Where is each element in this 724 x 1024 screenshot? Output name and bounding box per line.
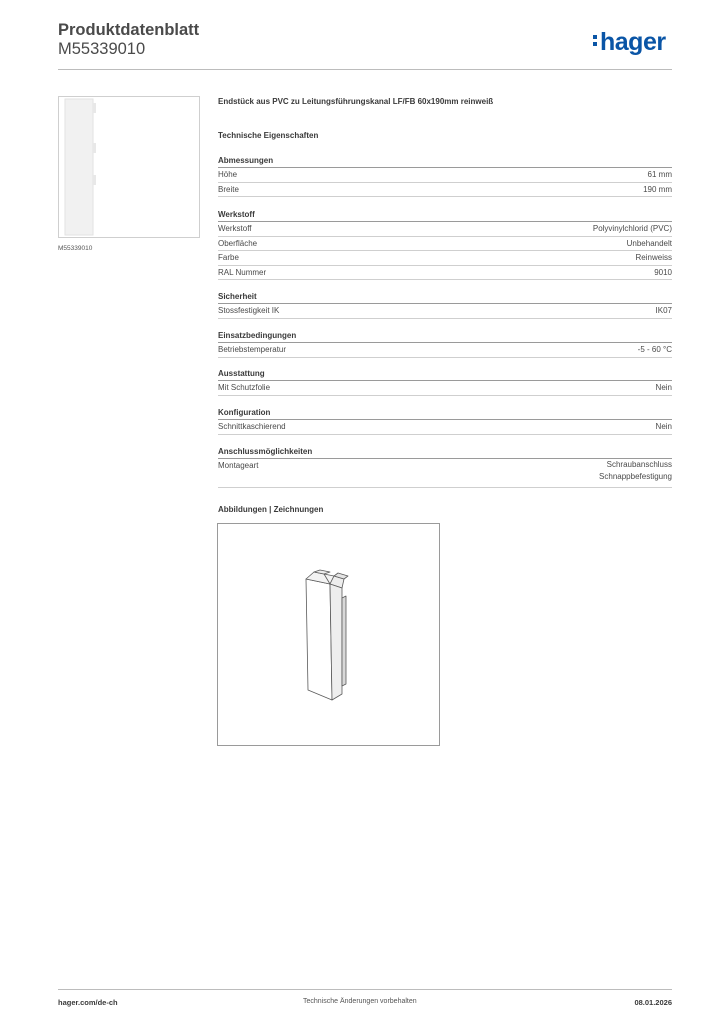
footer-website-link[interactable]: hager.com/de-ch xyxy=(58,998,118,1007)
footer-date: 08.01.2026 xyxy=(634,998,672,1007)
property-value: -5 - 60 °C xyxy=(637,345,672,354)
property-row xyxy=(218,222,672,237)
property-value: Nein xyxy=(655,422,672,431)
section-title: Werkstoff xyxy=(218,209,672,222)
property-label: Stossfestigkeit IK xyxy=(218,306,280,315)
footer-notice: Technische Änderungen vorbehalten xyxy=(303,998,417,1005)
property-label: Höhe xyxy=(218,170,238,179)
section-equipment xyxy=(218,368,672,396)
property-value: Nein xyxy=(655,383,672,392)
article-number: M55339010 xyxy=(58,40,146,58)
property-value: 190 mm xyxy=(643,184,672,194)
property-value-list xyxy=(599,459,672,483)
property-row xyxy=(218,266,672,281)
logo-dots-icon xyxy=(593,32,598,49)
property-row xyxy=(218,304,672,319)
property-value: IK07 xyxy=(655,306,672,315)
property-label: RAL Nummer xyxy=(218,267,267,277)
technical-properties-heading: Technische Eigenschaften xyxy=(218,131,319,140)
product-description: Endstück aus PVC zu Leitungsführungskanal LF/FB 60x190mm reinweiß xyxy=(218,97,494,106)
property-label: Schnittkaschierend xyxy=(218,422,286,431)
hager-logo[interactable] xyxy=(593,28,666,57)
property-value: Schraubanschluss xyxy=(606,460,672,469)
property-label: Mit Schutzfolie xyxy=(218,383,271,392)
section-safety xyxy=(218,291,672,319)
property-row xyxy=(218,183,672,198)
section-connection-options xyxy=(218,446,672,488)
property-row xyxy=(218,420,672,435)
property-value: 9010 xyxy=(654,267,672,277)
section-title: Sicherheit xyxy=(218,291,672,304)
property-row xyxy=(218,381,672,396)
footer-divider xyxy=(58,989,672,990)
property-value: Polyvinylchlorid (PVC) xyxy=(592,224,672,233)
product-drawing xyxy=(217,523,440,746)
section-title: Konfiguration xyxy=(218,407,672,420)
thumbnail-caption: M55339010 xyxy=(58,245,93,252)
property-value: 61 mm xyxy=(647,170,672,179)
property-row xyxy=(218,459,672,488)
section-title: Anschlussmöglichkeiten xyxy=(218,446,672,459)
section-operating-conditions xyxy=(218,330,672,358)
product-thumbnail xyxy=(58,96,200,238)
section-title: Ausstattung xyxy=(218,368,672,381)
property-value: Unbehandelt xyxy=(626,238,672,248)
section-configuration xyxy=(218,407,672,435)
property-label: Werkstoff xyxy=(218,224,252,233)
header-divider xyxy=(58,69,672,70)
section-title: Abmessungen xyxy=(218,155,672,168)
property-label: Montageart xyxy=(218,461,259,470)
property-label: Farbe xyxy=(218,253,239,262)
end-cap-photo-icon xyxy=(59,97,199,237)
property-label: Oberfläche xyxy=(218,238,258,248)
section-title: Einsatzbedingungen xyxy=(218,330,672,343)
page-title: Produktdatenblatt xyxy=(58,21,200,39)
property-value: Reinweiss xyxy=(635,253,672,262)
end-cap-drawing-icon xyxy=(218,524,439,745)
property-row xyxy=(218,168,672,183)
drawings-heading: Abbildungen | Zeichnungen xyxy=(218,505,324,514)
property-row xyxy=(218,251,672,266)
property-value: Schnappbefestigung xyxy=(599,472,672,481)
property-row xyxy=(218,343,672,358)
property-label: Breite xyxy=(218,184,239,194)
section-dimensions xyxy=(218,155,672,197)
property-row xyxy=(218,237,672,252)
section-material xyxy=(218,209,672,280)
property-label: Betriebstemperatur xyxy=(218,345,287,354)
logo-text: hager xyxy=(600,28,666,56)
